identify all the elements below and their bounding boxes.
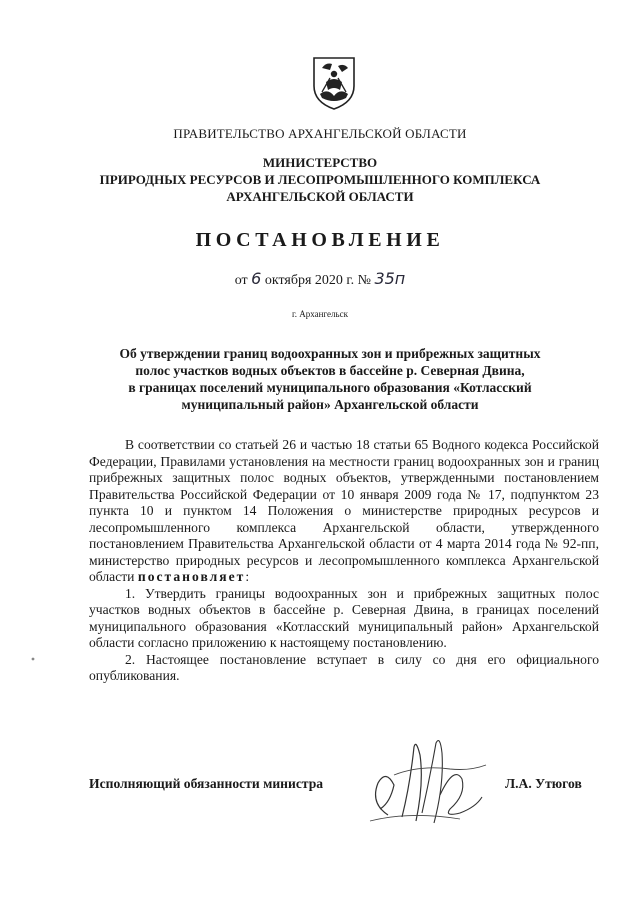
ministry-line: МИНИСТЕРСТВО	[262, 155, 378, 170]
scan-speck-icon	[30, 656, 36, 662]
handwritten-day: 6	[251, 269, 262, 288]
ministry-name	[0, 154, 640, 205]
document-subject	[60, 345, 600, 413]
decree-word: постановляет	[137, 569, 246, 584]
coat-of-arms-icon	[308, 52, 360, 112]
date-middle: октября 2020 г. №	[264, 273, 371, 288]
preamble-paragraph	[89, 437, 599, 586]
subject-line: муниципальный район» Архангельской области	[181, 397, 479, 412]
document-city: г. Архангельск	[292, 309, 348, 319]
preamble-text: В соответствии со статьей 26 и частью 18 статьи 65 Водного кодекса Российской Федерации, Правилами установления на местности границ водоохранных зон и границ прибрежных защитных полос водных объектов, утвержденными постановлением Правительства Российской Федерации от 10 января 2009 года № 17, подпунктом 23 пункта 10 и пунктом 14 Положения о министерстве природных ресурсов и лесопромышленного комплекса Архангельской области, утвержденного постановлением Правительства Архангельской области от 4 марта 2014 года № 92-пп, министерство природных ресурсов и лесопромышленного комплекса Архангельской области	[89, 437, 599, 584]
subject-line: полос участков водных объектов в бассейне р. Северная Двина,	[135, 363, 525, 378]
government-name: ПРАВИТЕЛЬСТВО АРХАНГЕЛЬСКОЙ ОБЛАСТИ	[173, 126, 467, 141]
date-prefix: от	[234, 273, 248, 288]
item-2-paragraph: 2. Настоящее постановление вступает в силу со дня его официального опубликования.	[89, 651, 599, 683]
item-1-paragraph: 1. Утвердить границы водоохранных зон и прибрежных защитных полос участков водных объектов в бассейне р. Северная Двина, в границах поселений муниципального образования «Котласский муниципальный район» Архангельской области согласно приложению к настоящему постановлению.	[89, 585, 599, 650]
ministry-line: АРХАНГЕЛЬСКОЙ ОБЛАСТИ	[226, 189, 414, 204]
subject-line: Об утверждении границ водоохранных зон и прибрежных защитных	[119, 346, 541, 361]
document-date-number	[0, 269, 640, 289]
subject-line: в границах поселений муниципального образования «Котласский	[128, 380, 532, 395]
signatory-position: Исполняющий обязанности министра	[89, 776, 324, 791]
document-body	[89, 437, 599, 685]
document-title: ПОСТАНОВЛЕНИЕ	[195, 229, 445, 251]
decree-colon: :	[245, 569, 250, 584]
handwritten-number: 35п	[374, 269, 406, 288]
ministry-line: ПРИРОДНЫХ РЕСУРСОВ И ЛЕСОПРОМЫШЛЕННОГО КОМПЛЕКСА	[99, 172, 541, 187]
handwritten-signature-icon	[350, 725, 500, 830]
signatory-name: Л.А. Утюгов	[505, 776, 582, 791]
